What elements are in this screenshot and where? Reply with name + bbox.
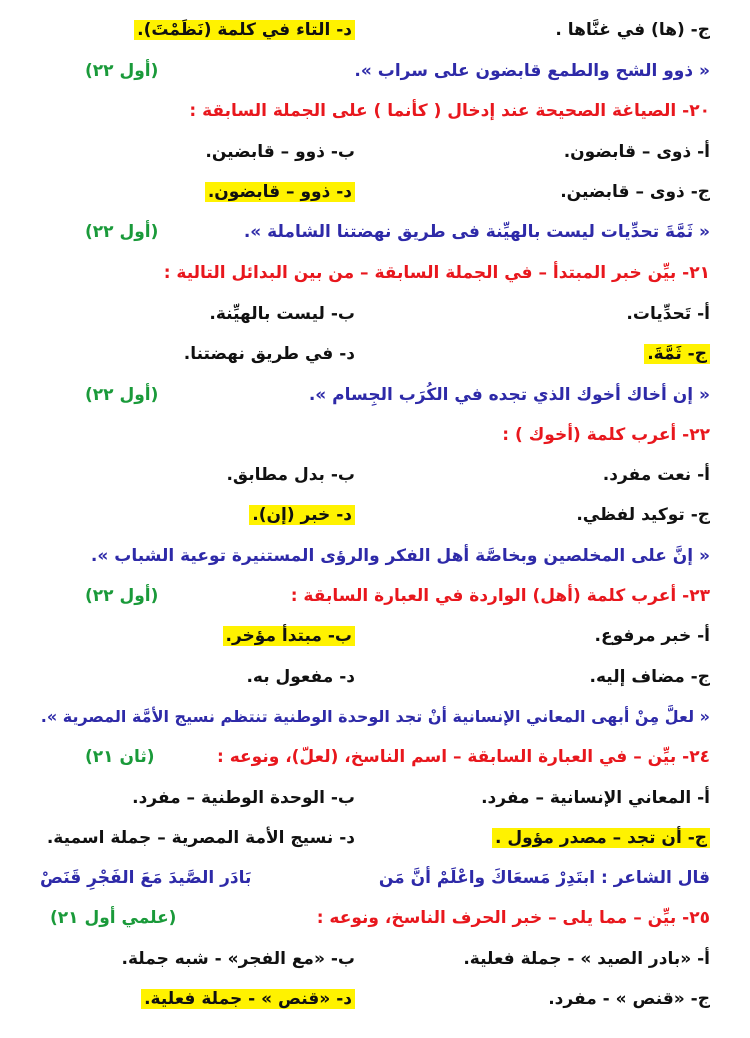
q22-option-a: أ- نعت مفرد. bbox=[602, 465, 710, 485]
q20-option-c: ج- ذوى – قابضين. bbox=[560, 182, 710, 202]
q22-question: ٢٢- أعرب كلمة (أخوك ) : bbox=[502, 425, 710, 445]
q21-option-b: ب- ليست بالهيِّنة. bbox=[209, 304, 355, 324]
q22-quote: « إن أخاك أخوك الذي تجده في الكُرَب الجِسام ». bbox=[308, 385, 710, 405]
q20-option-b: ب- ذوو – قابضين. bbox=[205, 142, 355, 162]
q21-quote: « ثَمَّةَ تحدِّيات ليست بالهيِّنة فى طريق نهضتنا الشاملة ». bbox=[243, 222, 710, 242]
q20-tag: (أول ٢٢) bbox=[85, 61, 159, 81]
q19-option-d bbox=[134, 18, 355, 42]
q25-tag: (علمي أول ٢١) bbox=[50, 908, 177, 928]
q25-poem-part1: قال الشاعر : ابتَدِرْ مَسعَاكَ واعْلَمْ أنَّ مَن bbox=[378, 868, 710, 888]
q23-option-b bbox=[223, 624, 356, 648]
q23-quote: « إنَّ على المخلصين وبخاصَّة أهل الفكر والرؤى المستنيرة توعية الشباب ». bbox=[90, 546, 710, 566]
q25-option-c: ج- «قنص » - مفرد. bbox=[548, 989, 710, 1009]
q24-option-d: د- نسيج الأمة المصرية – جملة اسمية. bbox=[46, 828, 355, 848]
q21-option-c-text: ج- ثَمَّةَ. bbox=[644, 344, 710, 364]
q24-option-c-text: ج- أن تجد – مصدر مؤول . bbox=[492, 828, 710, 848]
q21-option-d: د- في طريق نهضتنا. bbox=[183, 344, 355, 364]
q23-tag: (أول ٢٢) bbox=[85, 586, 159, 606]
q22-option-d-text: د- خبر (إن). bbox=[249, 505, 355, 525]
q19-option-d-text: د- التاء في كلمة (نَظَمْتَ). bbox=[134, 20, 355, 40]
q25-option-d-text: د- «قنص » - جملة فعلية. bbox=[141, 989, 355, 1009]
q25-option-a: أ- «بادر الصيد » - جملة فعلية. bbox=[463, 949, 710, 969]
q20-quote: « ذوو الشح والطمع قابضون على سراب ». bbox=[354, 61, 710, 81]
q25-option-d bbox=[141, 987, 355, 1011]
q21-tag: (أول ٢٢) bbox=[85, 222, 159, 242]
q22-tag: (أول ٢٢) bbox=[85, 385, 159, 405]
q23-question: ٢٣- أعرب كلمة (أهل) الواردة في العبارة السابقة : bbox=[290, 586, 710, 606]
q24-tag: (ثان ٢١) bbox=[85, 747, 155, 767]
q22-option-d bbox=[249, 503, 355, 527]
q20-option-a: أ- ذوى – قابضون. bbox=[563, 142, 710, 162]
q24-question: ٢٤- بيِّن – في العبارة السابقة – اسم الناسخ، (لعلّ)، ونوعه : bbox=[217, 747, 710, 767]
q25-question: ٢٥- بيِّن – مما يلى – خبر الحرف الناسخ، ونوعه : bbox=[316, 908, 710, 928]
q23-option-d: د- مفعول به. bbox=[246, 667, 355, 687]
q20-question: ٢٠- الصياغة الصحيحة عند إدخال ( كأنما ) على الجملة السابقة : bbox=[189, 101, 710, 121]
q21-option-c bbox=[644, 342, 710, 366]
q23-option-a: أ- خبر مرفوع. bbox=[594, 626, 710, 646]
q20-option-d bbox=[205, 180, 355, 204]
q25-poem-part2: بَادَر الصَّيدَ مَعَ الفَجْرِ قَنَصْ bbox=[40, 868, 252, 888]
q19-option-c: ج- (ها) في غنَّاها . bbox=[555, 20, 710, 40]
q22-option-b: ب- بدل مطابق. bbox=[226, 465, 355, 485]
q21-question: ٢١- بيِّن خبر المبتدأ – في الجملة السابقة – من بين البدائل التالية : bbox=[163, 263, 710, 283]
q24-option-c bbox=[492, 826, 710, 850]
q24-option-b: ب- الوحدة الوطنية – مفرد. bbox=[132, 788, 355, 808]
q22-option-c: ج- توكيد لفظي. bbox=[576, 505, 710, 525]
q24-option-a: أ- المعاني الإنسانية – مفرد. bbox=[481, 788, 710, 808]
q21-option-a: أ- تَحدِّيات. bbox=[626, 304, 710, 324]
q23-option-c: ج- مضاف إليه. bbox=[589, 667, 710, 687]
q23-option-b-text: ب- مبتدأ مؤخر. bbox=[223, 626, 356, 646]
q20-option-d-text: د- ذوو – قابضون. bbox=[205, 182, 355, 202]
q25-option-b: ب- «مع الفجر» - شبه جملة. bbox=[121, 949, 355, 969]
q24-quote: « لعلَّ مِنْ أبهى المعاني الإنسانية أنْ تجد الوحدة الوطنية تنتظم نسيج الأمَّة المصرية ». bbox=[40, 707, 710, 726]
